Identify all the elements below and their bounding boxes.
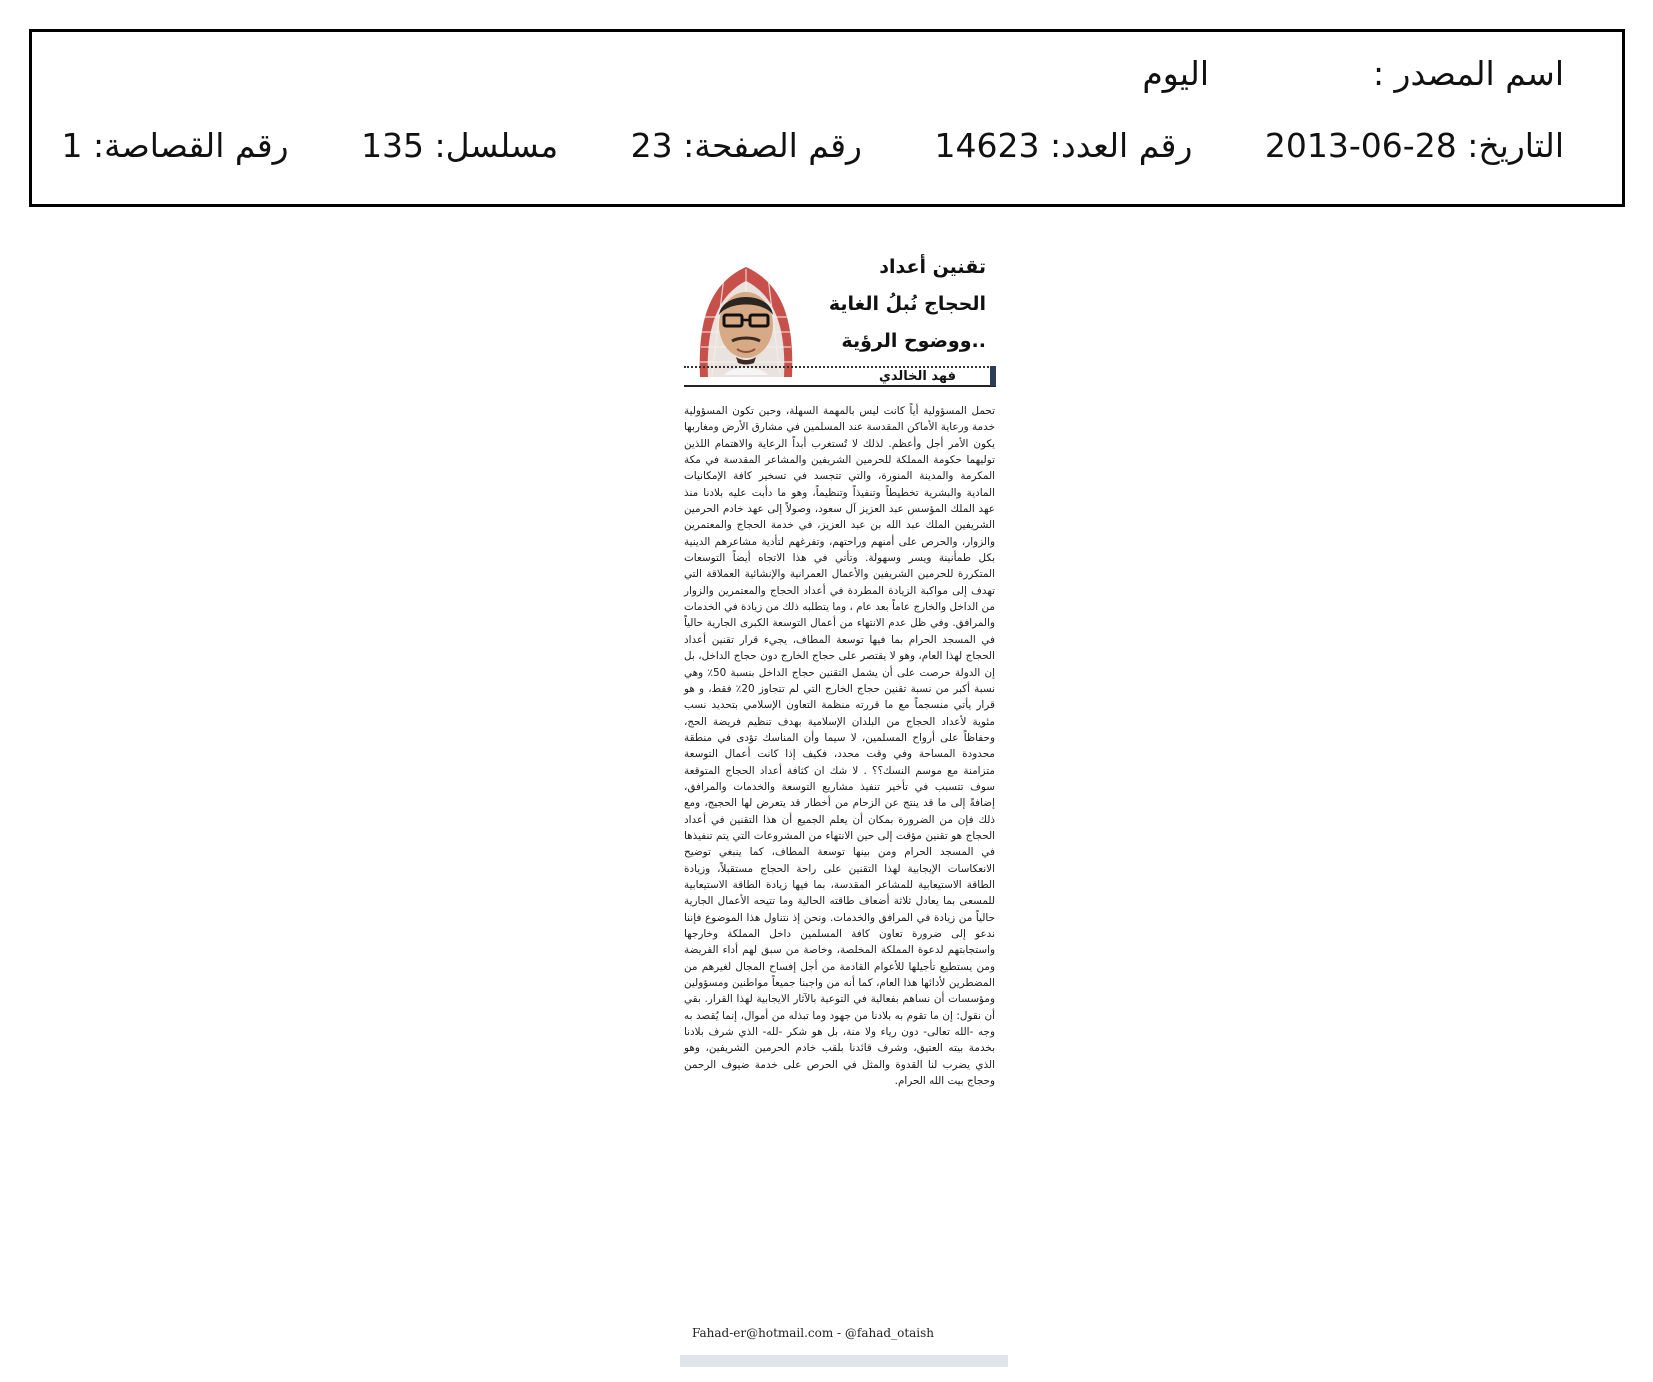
byline-dotted-rule — [684, 366, 996, 368]
headline-line-1: تقنين أعداد — [879, 256, 986, 278]
newspaper-clipping — [680, 243, 1000, 1367]
clip-number: رقم القصاصة: 1 — [61, 126, 289, 165]
article-body: تحمل المسؤولية أياً كانت ليس بالمهمة السهلة، وحين تكون المسؤولية خدمة ورعاية الأماكن المقدسة عند المسلمين في مشارق الأرض ومغاربها يكون الأمر أجل وأعظم. لذلك لا تُستغرب أبداً الرعاية والاهتمام اللذين توليهما حكومة المملكة للحرمين الشريفين والمشاعر المقدسة في مكة المكرمة والمدينة المنورة، والتي تتجسد في تسخير كافة الإمكانيات المادية والبشرية تخطيطاً وتنفيذاً وتنظيماً، وهو ما دأبت عليه بلادنا منذ عهد الملك المؤسس عبد العزيز آل سعود، وصولاً إلى عهد خادم الحرمين الشريفين الملك عبد الله بن عبد العزيز، في خدمة الحجاج والمعتمرين والزوار، والحرص على أمنهم وراحتهم، وتفرغهم لتأدية مشاعرهم الدينية بكل طمأنينة ويسر وسهولة. وتأتي في هذا الاتجاه أيضاً التوسعات المتكررة للحرمين الشريفين والأعمال العمرانية والإنشائية العملاقة التي تهدف إلى مواكبة الزيادة المطردة في أعداد الحجاج والمعتمرين والزوار من الداخل والخارج عاماً بعد عام ، وما يتطلبه ذلك من زيادة في الخدمات والمرافق. وفي ظل عدم الانتهاء من أعمال التوسعة الكبرى الجارية حالياً في المسجد الحرام بما فيها توسعة المطاف، يجيء قرار تقنين أعداد الحجاج لهذا العام، وهو لا يقتصر على حجاج الخارج دون حجاج الداخل، بل إن الدولة حرصت على أن يشمل التقنين حجاج الداخل بنسبة 50٪ وهي نسبة أكبر من نسبة تقنين حجاج الخارج التي لم تتجاوز 20٪ فقط، و هو قرار يأتي منسجماً مع ما قررته منظمة التعاون الإسلامي بتحديد نسب مئوية لأعداد الحجاج من البلدان الإسلامية بهدف تنظيم فريضة الحج، وحفاظاً على أرواح المسلمين، لا سيما وأن المناسك تؤدى في منطقة محدودة المساحة وفي وقت محدد، فكيف إذا كانت أعمال التوسعة متزامنة مع موسم النسك؟؟ . لا شك ان كثافة أعداد الحجاج المتوقعة سوف تتسبب في تأخير تنفيذ مشاريع التوسعة والخدمات والمرافق، إضافةً إلى ما قد ينتج عن الزحام من أخطار قد يتعرض لها الحجيج، ومع ذلك فإن من الضرورة بمكان أن يعلم الجميع أن هذا التقنين في أعداد الحجاج هو تقنين مؤقت إلى حين الانتهاء من المشروعات التي يتم تنفيذها في المسجد الحرام ومن بينها توسعة المطاف، كما ينبغي توضيح الانعكاسات الإيجابية لهذا التقنين على راحة الحجاج مستقبلاً، وزيادة الطاقة الاستيعابية للمشاعر المقدسة، بما فيها زيادة الطاقة الاستيعابية للمسعى بما يعادل ثلاثة أضعاف طاقته الحالية وما تتيحه الأعمال الجارية حالياً من زيادة في المرافق والخدمات. ونحن إذ نتناول هذا الموضوع فإننا ندعو إلى ضرورة تعاون كافة المسلمين داخل المملكة وخارجها واستجابتهم لدعوة المملكة المخلصة، وخاصة من سبق لهم أداء الفريضة ومن يستطيع تأجيلها للأعوام القادمة من أجل إفساح المجال لغيرهم من المضطرين لأدائها هذا العام، كما أنه من واجبنا جميعاً مواطنين ومسؤولين ومؤسسات أن نساهم بفعالية في التوعية بالآثار الايجابية لهذا القرار. بقي أن نقول: إن ما تقوم به بلادنا من جهود وما تبذله من أموال، إنما يُقصد به وجه -الله تعالى- دون رياء ولا منة، بل هو شكر -لله- الذي شرف بلادنا بخدمة بيته العتيق، وشرف قائدنا بلقب خادم الحرمين الشريفين، وهو الذي يضرب لنا القدوة والمثل في الحرص على خدمة ضيوف الرحمن وحجاج بيت الله الحرام. — [684, 405, 996, 1088]
author-contact: Fahad-er@hotmail.com - @fahad_otaish — [692, 1326, 935, 1340]
byline-bar — [680, 358, 1000, 386]
clipping-metadata-box — [29, 29, 1625, 207]
byline-accent — [990, 366, 996, 386]
author-name: فهد الخالدي — [878, 369, 956, 384]
footer-strip — [680, 1355, 1008, 1367]
article-headline — [826, 249, 986, 360]
date-field: التاريخ: 28-06-2013 — [1264, 126, 1564, 165]
source-value: اليوم — [1142, 54, 1209, 93]
headline-line-2: الحجاج نُبلُ الغاية — [828, 293, 986, 315]
issue-number: رقم العدد: 14623 — [934, 126, 1193, 165]
serial-number: مسلسل: 135 — [361, 126, 559, 165]
page-number: رقم الصفحة: 23 — [630, 126, 862, 165]
source-label: اسم المصدر : — [1372, 54, 1564, 93]
headline-line-3: ..ووضوح الرؤية — [841, 330, 986, 352]
details-row — [61, 126, 1564, 165]
byline-rule — [684, 385, 996, 387]
